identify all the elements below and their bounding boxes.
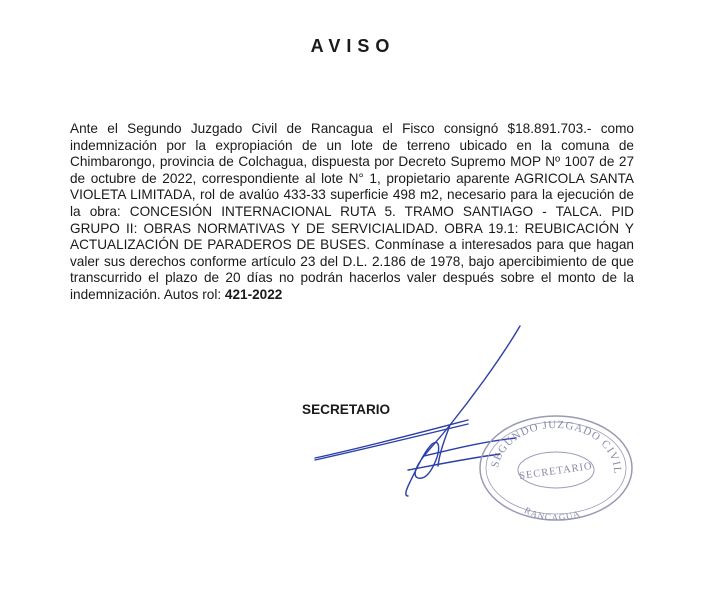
- signer-label: SECRETARIO: [302, 402, 391, 417]
- case-number: 421-2022: [224, 286, 283, 302]
- notice-body: [70, 121, 634, 304]
- notice-title: AVISO: [310, 36, 396, 56]
- notice-body-text: Ante el Segundo Juzgado Civil de Rancagua el Fisco consignó $18.891.703.- como indemnización por la expropiación de un lote de terreno ubicado en la comuna de Chimbarongo, provincia de Colchagua, dispuesta por Decreto Supremo MOP Nº 1007 de 27 de octubre de 2022, correspondiente al lote N° 1, propietario aparente AGRICOLA SANTA VIOLETA LIMITADA, rol de avalúo 433-33 superficie 498 m2, necesario para la ejecución de la obra: CONCESIÓN INTERNACIONAL RUTA 5. TRAMO SANTIAGO - TALCA. PID GRUPO II: OBRAS NORMATIVAS Y DE SERVICIALIDAD. OBRA 19.1: REUBICACIÓN Y ACTUALIZACIÓN DE PARADEROS DE BUSES. Conmínase a interesados para que hagan valer sus derechos conforme artículo 23 del D.L. 2.186 de 1978, bajo apercibimiento de que transcurrido el plazo de 20 días no podrán hacerlos valer después sobre el monto de la indemnización. Autos rol:: [70, 121, 634, 302]
- court-seal: [476, 410, 636, 526]
- stamp-bottom-text: RANCAGUA: [522, 504, 582, 523]
- stamp-outer-text: SEGUNDO JUZGADO CIVIL: [489, 418, 624, 475]
- stamp-center-text: SECRETARIO: [518, 460, 594, 483]
